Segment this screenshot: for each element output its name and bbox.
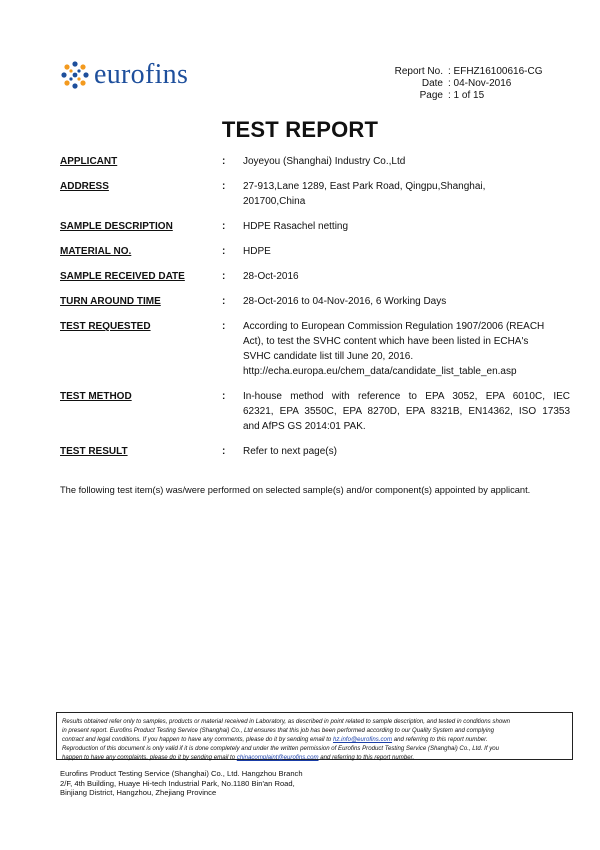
report-no-label: Report No. [394,66,443,77]
disclaimer-box [56,712,573,760]
disclaimer-line-5 [62,753,567,762]
colon: : [222,446,226,457]
test-requested-line-4: http://echa.europa.eu/chem_data/candidate_list_table_en.asp [243,366,517,377]
disclaimer-line-2: in present report. Eurofins Product Testing Service (Shanghai) Co., Ltd ensures that this job has been performed according to our Quality System and complying [62,727,494,734]
footer-address [60,769,303,798]
date-label: Date [421,78,443,89]
test-method-line-1: In-house method with reference to EPA 3052, EPA 6010C, IEC [243,391,570,402]
colon: : [222,296,226,307]
disclaimer-line-1: Results obtained refer only to samples, products or material received in Laboratory, as described in point related to sample description, and tested in conditions shown [62,718,511,725]
address-label: ADDRESS [60,181,109,192]
applicant-value: Joyeyou (Shanghai) Industry Co.,Ltd [243,156,406,167]
address-line-1: 27-913,Lane 1289, East Park Road, Qingpu,Shanghai, [243,181,486,192]
material-no-label: MATERIAL NO. [60,246,132,257]
colon: : [222,221,226,232]
sample-description-label: SAMPLE DESCRIPTION [60,221,173,232]
sample-received-date-label: SAMPLE RECEIVED DATE [60,271,185,282]
test-method-value [243,389,570,434]
sample-received-date-value: 28-Oct-2016 [243,271,299,282]
disclaimer-line-3b: and referring to this report number. [392,736,488,743]
report-meta [385,66,543,102]
page-row [385,90,543,102]
footer-line-3: Binjiang District, Hangzhou, Zhejiang Province [60,788,217,797]
page-title: TEST REPORT [221,117,379,142]
brand-name: eurofins [94,59,189,90]
footer-line-1: Eurofins Product Testing Service (Shanghai) Co., Ltd. Hangzhou Branch [60,769,303,778]
address-value [243,179,570,209]
test-items-note: The following test item(s) was/were performed on selected sample(s) and/or component(s) appointed by applicant. [60,485,531,495]
page-label: Page [419,90,443,101]
disclaimer-line-5b: and referring to this report number. [318,754,415,761]
address-line-2: 201700,China [243,196,306,207]
test-result-value: Refer to next page(s) [243,446,337,457]
disclaimer-line-5a: happen to have any complaints, please do it by sending email to [62,754,237,761]
test-result-label: TEST RESULT [60,446,128,457]
test-requested-label: TEST REQUESTED [60,321,151,332]
report-no-row [385,66,543,78]
test-method-label: TEST METHOD [60,391,132,402]
test-requested-line-1: According to European Commission Regulation 1907/2006 (REACH [243,321,545,332]
material-no-value: HDPE [243,246,271,257]
test-requested-value [243,319,570,379]
page-value: : 1 of 15 [448,90,485,101]
complaint-email-link[interactable]: chinacomplaint@eurofins.com [236,754,319,761]
date-value: : 04-Nov-2016 [448,78,512,89]
test-requested-line-3: SVHC candidate list till June 20, 2016. [243,351,414,362]
test-method-line-2: 62321, EPA 3550C, EPA 8270D, EPA 8321B, EN14362, ISO 17353 [243,406,570,417]
test-method-line-3: and AfPS GS 2014:01 PAK. [243,421,366,432]
footer-line-2: 2/F, 4th Building, Huaye Hi-tech Industrial Park, No.1180 Bin'an Road, [60,778,295,788]
colon: : [222,271,226,282]
eurofins-dots-icon [60,60,90,90]
eurofins-logo [60,58,210,98]
info-email-link[interactable]: hz.info@eurofins.com [333,736,393,743]
turn-around-time-label: TURN AROUND TIME [60,296,161,307]
disclaimer-line-3 [62,735,567,744]
report-no-value: : EFHZ16100616-CG [448,66,543,77]
disclaimer-line-4: Reproduction of this document is only valid if it is done completely and under the written permission of Eurofins Product Testing Service (Shanghai) Co., Ltd. If you [62,745,500,752]
colon: : [222,321,226,332]
turn-around-time-value: 28-Oct-2016 to 04-Nov-2016, 6 Working Days [243,296,447,307]
colon: : [222,181,226,192]
colon: : [222,156,226,167]
date-row [385,78,543,90]
colon: : [222,391,226,402]
applicant-label: APPLICANT [60,156,118,167]
test-requested-line-2: Act), to test the SVHC content which have been listed in ECHA's [243,336,529,347]
sample-description-value: HDPE Rasachel netting [243,221,349,232]
disclaimer-line-3a: contract and legal conditions. If you happen to have any comments, please do it by sending email to [62,736,333,743]
colon: : [222,246,226,257]
